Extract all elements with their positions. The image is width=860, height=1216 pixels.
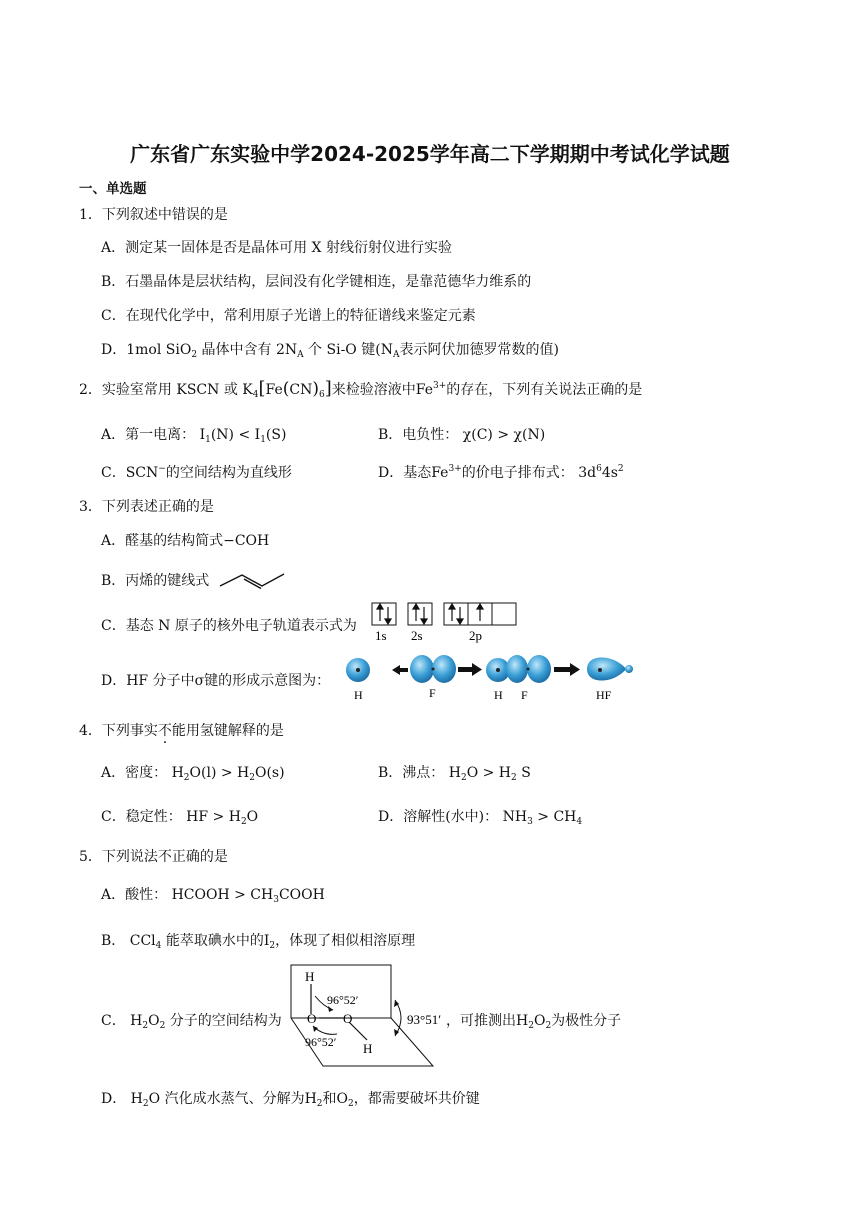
propene-skeletal-formula [218,566,288,590]
hf-sigma-bond-diagram [340,652,640,702]
q1-option-b: B．石墨晶体是层状结构，层间没有化学键相连，是靠范德华力维系的 [101,274,532,290]
q2-option-a: A．第一电离： $I_1(N) < I_1(S)$ [101,427,287,445]
q2-option-c: C．SCN−的空间结构为直线形 [101,464,292,481]
h2o2-structure-diagram [283,962,443,1070]
orbital-label-1s: 1s [375,628,387,643]
q5-stem: 5．下列说法不正确的是 [79,849,228,865]
orbital-label-2s: 2s [411,628,423,643]
section-heading: 一、单选题 [79,181,147,197]
hf-label-f1: F [429,686,436,700]
h2o2-h-top: H [305,969,315,984]
q1-stem: 1．下列叙述中错误的是 [79,207,228,223]
q4-option-d: D．溶解性(水中)： $NH_3 > CH_4$ [378,809,583,827]
h2o2-o-right: O [343,1011,353,1026]
q5-option-c-post: ，可推测出$H_2O_2$为极性分子 [446,1013,622,1031]
q1-option-d: D．1mol SiO$_2$ 晶体中含有 $2N_A$ 个 Si-O 键($N_A$表示阿伏加德罗常数的值) [101,342,559,360]
q2-stem: 2．实验室常用 KSCN 或 $K_4[Fe(CN)_6]$来检验溶液中$Fe^{3+}$的存在，下列有关说法正确的是 [79,378,643,400]
q4-option-a: A．密度： $H_2O(l) > H_2O(s)$ [101,765,285,783]
q3-option-d: D．HF 分子中σ键的形成示意图为： [101,673,331,689]
q4-option-b: B．沸点： $H_2O > H_2$ S [378,765,531,783]
q5-option-d: D． $H_2O$ 汽化成水蒸气、分解为$H_2$和$O_2$，都需要破坏共价键 [101,1091,480,1109]
q5-option-c-pre: C． $H_2O_2$ 分子的空间结构为 [101,1013,282,1031]
nitrogen-orbital-diagram [370,601,518,643]
h2o2-dihedral-angle: 93°51′ [407,1012,442,1027]
hf-label-h1: H [354,688,363,702]
q2-option-b: B．电负性： χ(C) > χ(N) [378,427,546,443]
q2-option-d: D．基态$Fe^{3+}$的价电子排布式： $3d^64s^2$ [378,464,624,481]
q3-option-c: C．基态 N 原子的核外电子轨道表示式为 [101,618,357,634]
h2o2-o-left: O [307,1011,317,1026]
orbital-label-2p: 2p [469,628,482,643]
q3-option-a: A．醛基的结构简式−COH [101,533,270,549]
hf-label-hf: HF [596,688,612,702]
h2o2-h-bottom: H [363,1041,373,1056]
q5-option-a: A．酸性： HCOOH > $CH_3COOH$ [101,887,325,905]
q4-stem: 4．下列事实不能用氢键解释的是 [79,723,284,739]
hf-label-h2: H [494,688,503,702]
q1-option-c: C．在现代化学中，常利用原子光谱上的特征谱线来鉴定元素 [101,308,476,324]
q4-option-c: C．稳定性： HF > $H_2O$ [101,809,259,827]
page-title: 广东省广东实验中学2024-2025学年高二下学期期中考试化学试题 [130,142,730,166]
h2o2-angle-bottom: 96°52′ [305,1035,337,1049]
hf-label-f2: F [521,688,528,702]
q3-option-b: B．丙烯的键线式 [101,573,210,589]
q5-option-b: B． CCl$_4$ 能萃取碘水中的$I_2$，体现了相似相溶原理 [101,933,416,951]
q3-stem: 3．下列表述正确的是 [79,499,214,515]
h2o2-angle-top: 96°52′ [327,993,359,1007]
q1-option-a: A．测定某一固体是否是晶体可用 X 射线衍射仪进行实验 [101,240,452,256]
